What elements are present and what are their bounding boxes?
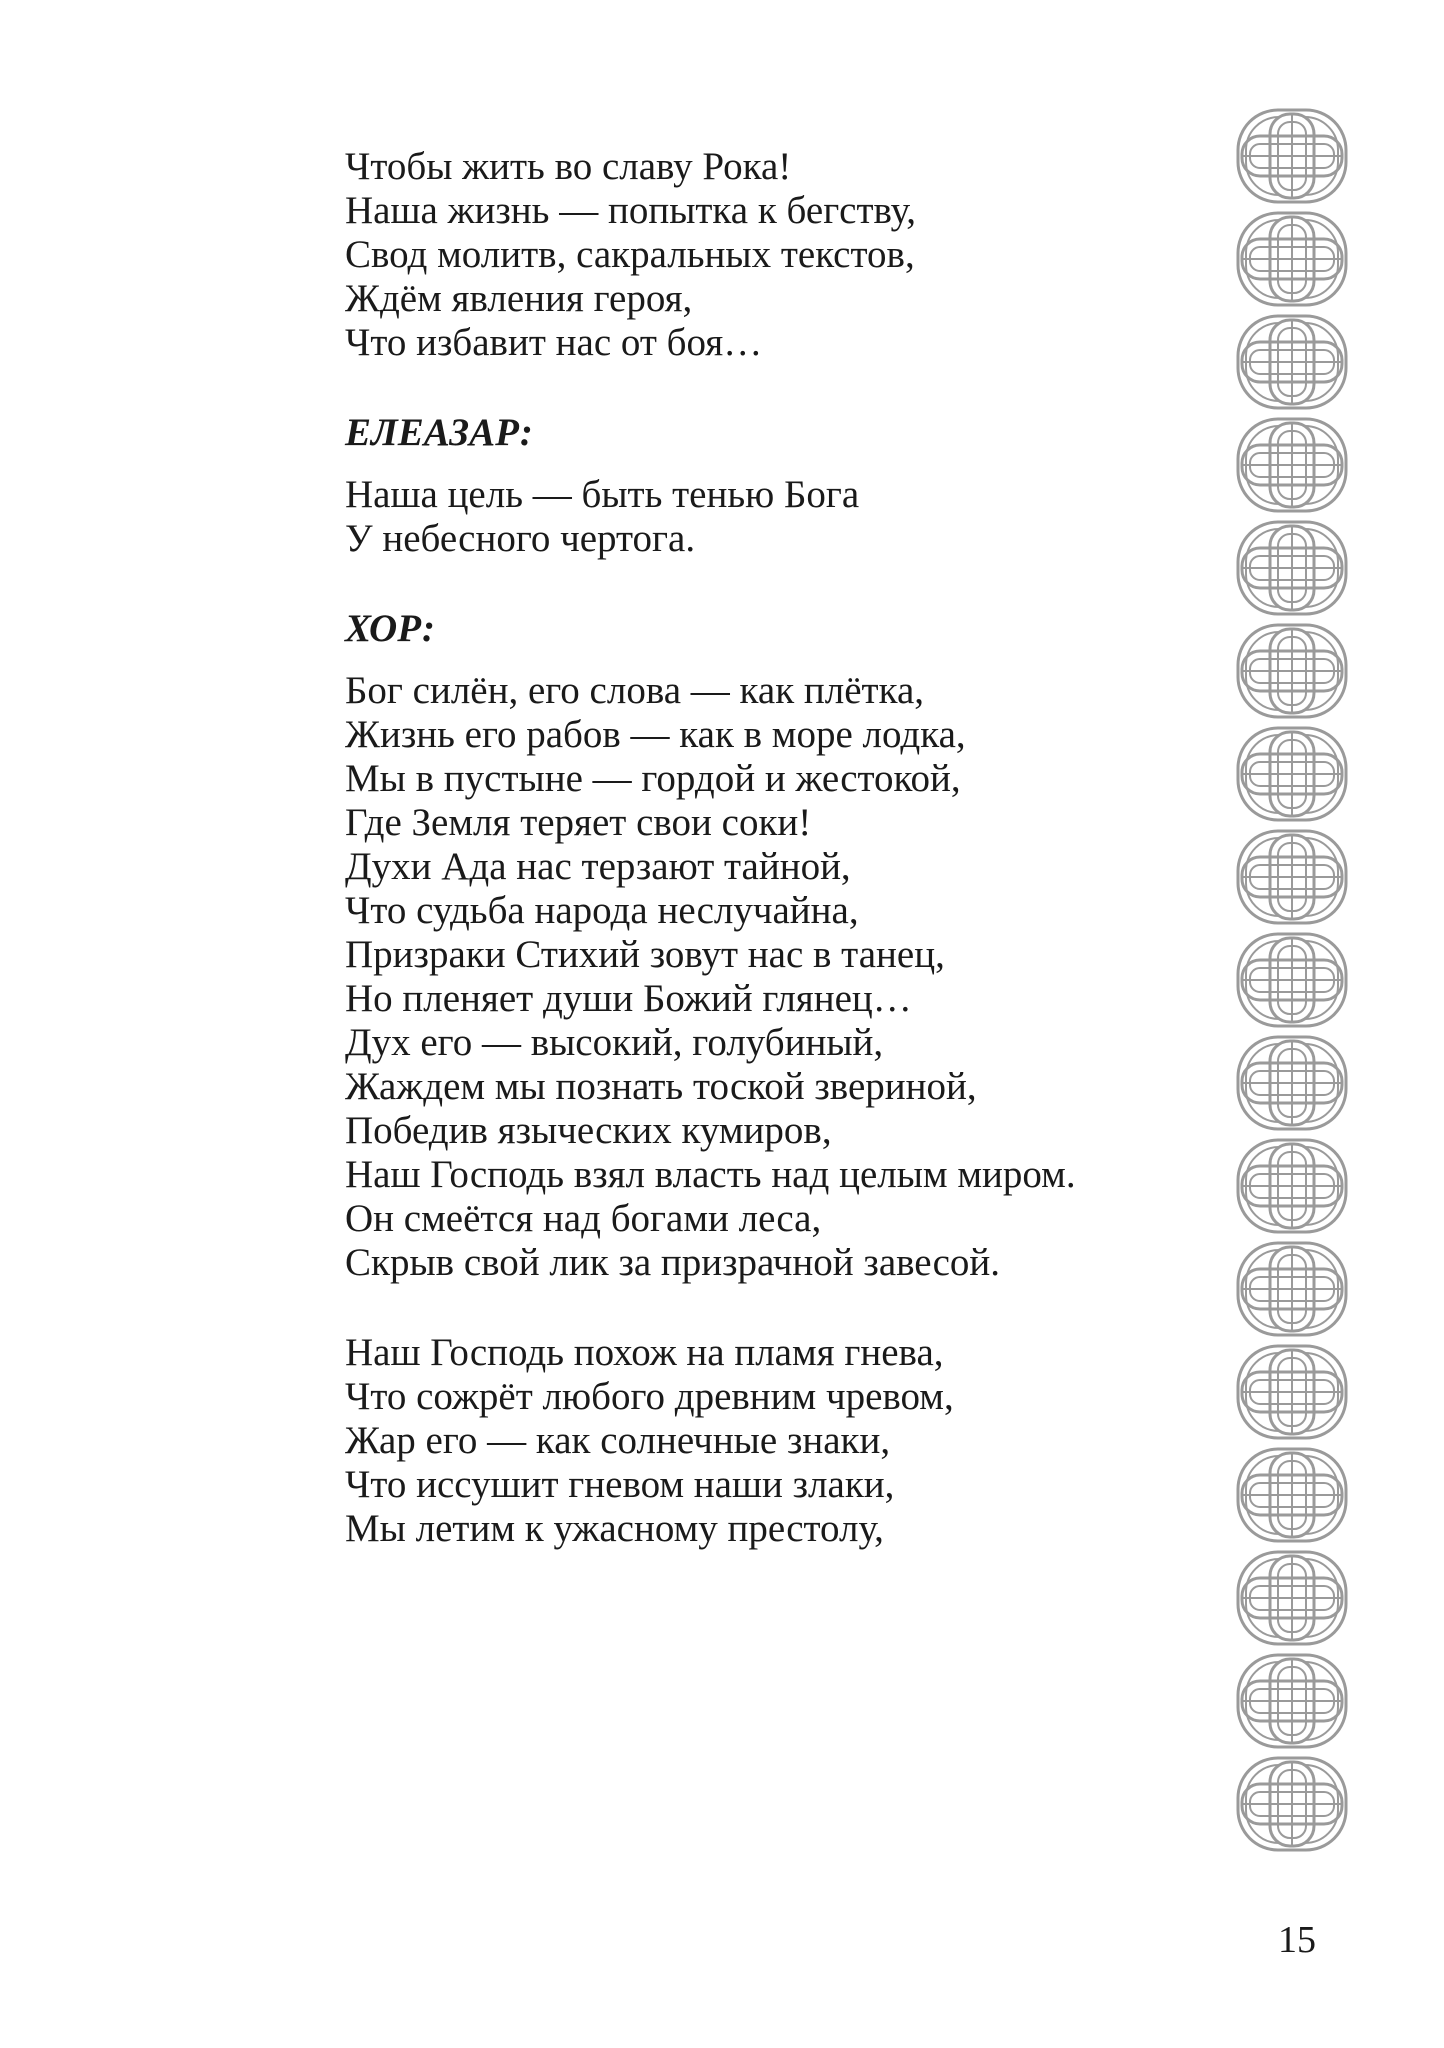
stanza (345, 607, 1245, 1285)
poem-line: У небесного чертога. (345, 517, 696, 560)
poem-line: Наш Господь взял власть над целым миром. (345, 1153, 1076, 1196)
stanza (345, 411, 1245, 561)
knot-segment-icon (1238, 1243, 1346, 1335)
knot-segment-icon (1238, 110, 1346, 202)
poem-text (345, 145, 1245, 1597)
knot-segment-icon (1238, 316, 1346, 408)
poem-line: Призраки Стихий зовут нас в танец, (345, 933, 945, 976)
poem-line: Скрыв свой лик за призрачной завесой. (345, 1241, 1001, 1284)
poem-line: Наша цель — быть тенью Бога (345, 473, 860, 516)
knot-segment-icon (1238, 934, 1346, 1026)
stanza (345, 1331, 1245, 1551)
knot-segment-icon (1238, 1037, 1346, 1129)
stanza (345, 145, 1245, 365)
poem-line: Но пленяет души Божий глянец… (345, 977, 912, 1020)
poem-line: Ждём явления героя, (345, 277, 693, 320)
speaker-name: ЕЛЕАЗАР: (345, 411, 533, 454)
knot-segment-icon (1238, 1758, 1346, 1850)
poem-line: Что избавит нас от боя… (345, 321, 763, 364)
poem-line: Что сожрёт любого древним чревом, (345, 1375, 954, 1418)
poem-line: Что иссушит гневом наши злаки, (345, 1463, 895, 1506)
poem-line: Наша жизнь — попытка к бегству, (345, 189, 916, 232)
knot-segment-icon (1238, 213, 1346, 305)
knot-segment-icon (1238, 1346, 1346, 1438)
poem-line: Жизнь его рабов — как в море лодка, (345, 713, 966, 756)
poem-line: Что судьба народа неслучайна, (345, 889, 859, 932)
knot-segment-icon (1238, 1449, 1346, 1541)
poem-line: Мы летим к ужасному престолу, (345, 1507, 884, 1550)
poem-line: Бог силён, его слова — как плётка, (345, 669, 925, 712)
knot-segment-icon (1238, 1655, 1346, 1747)
knot-segment-icon (1238, 1140, 1346, 1232)
knot-segment-icon (1238, 625, 1346, 717)
poem-line: Чтобы жить во славу Рока! (345, 145, 792, 188)
poem-line: Жар его — как солнечные знаки, (345, 1419, 891, 1462)
poem-line: Свод молитв, сакральных текстов, (345, 233, 915, 276)
poem-line: Он смеётся над богами леса, (345, 1197, 822, 1240)
poem-line: Где Земля теряет свои соки! (345, 801, 812, 844)
poem-line: Духи Ада нас терзают тайной, (345, 845, 851, 888)
poem-line: Мы в пустыне — гордой и жестокой, (345, 757, 961, 800)
poem-line: Дух его — высокий, голубиный, (345, 1021, 884, 1064)
knot-segment-icon (1238, 831, 1346, 923)
poem-line: Наш Господь похож на пламя гнева, (345, 1331, 944, 1374)
poem-line: Жаждем мы познать тоской звериной, (345, 1065, 977, 1108)
speaker-name: ХОР: (345, 607, 435, 650)
page-number: 15 (1278, 1919, 1316, 1961)
knot-segment-icon (1238, 728, 1346, 820)
poem-line: Победив языческих кумиров, (345, 1109, 832, 1152)
knot-segment-icon (1238, 522, 1346, 614)
celtic-knot-border-icon (1232, 100, 1352, 1910)
knot-segment-icon (1238, 419, 1346, 511)
knot-segment-icon (1238, 1552, 1346, 1644)
